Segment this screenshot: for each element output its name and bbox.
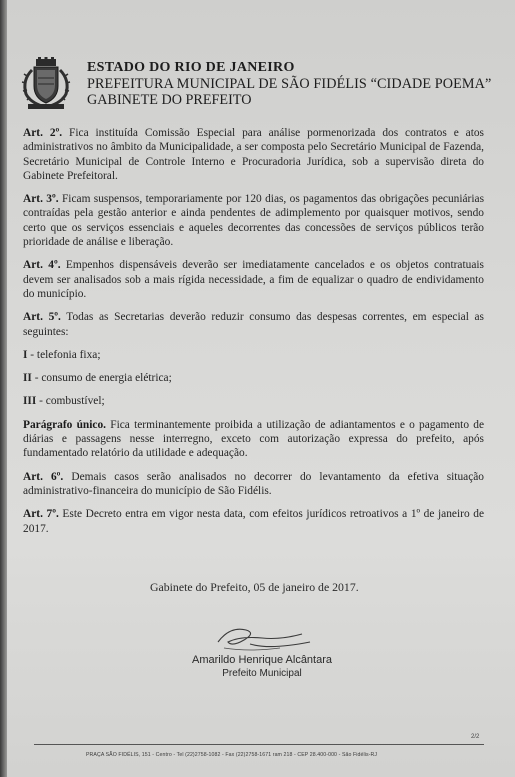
article-2-text: Fica instituída Comissão Especial para análise pormenorizada dos contratos e atos administrativos no âmbito da Municipalidade, a ser composta pelo Secretário Municipal de Fazenda, Secretário Municipal de Controle Interno e Procuradoria Jurídica, sob a supervisão direta do Gabinete Prefeitoral.	[23, 127, 484, 182]
letterhead-prefecture: PREFEITURA MUNICIPAL DE SÃO FIDÉLIS “CIDADE POEMA”	[87, 76, 492, 92]
signer-role: Prefeito Municipal	[222, 668, 302, 679]
article-5	[23, 310, 484, 339]
sole-paragraph-text: Fica terminantemente proibida a utilização de adiantamentos e o pagamento de diárias e passagens nesse interregno, exceto com autorização expressa do prefeito, após fundamentado relatório da utilidade e adequação.	[23, 418, 485, 460]
list-item-3-label: III	[23, 395, 37, 408]
signer-name: Amarildo Henrique Alcântara	[191, 654, 333, 666]
article-6-text: Demais casos serão analisados no decorrer do levantamento da efetiva situação administrativo-financeira do município de São Fidélis.	[23, 470, 485, 497]
article-3	[23, 192, 484, 249]
article-4-text: Empenhos dispensáveis deverão ser imediatamente cancelados e os objetos contratuais devem ser analisados sob a mais rígida necessidade, a fim de equalizar o quadro de endividamento do município.	[23, 259, 484, 300]
signer-block	[182, 654, 342, 679]
place-and-date: Gabinete do Prefeito, 05 de janeiro de 2017.	[150, 580, 359, 594]
sole-paragraph	[23, 418, 484, 461]
municipal-crest-icon	[18, 56, 74, 112]
list-item-2-label: II	[23, 372, 32, 385]
list-item-1	[23, 348, 484, 362]
article-5-text: Todas as Secretarias deverão reduzir consumo das despesas correntes, em especial as seguintes:	[23, 311, 484, 338]
list-item-2-text: - consumo de energia elétrica;	[31, 372, 172, 385]
article-7-label: Art. 7º.	[23, 508, 59, 521]
article-7-text: Este Decreto entra em vigor nesta data, com efeitos jurídicos retroativos a 1º de janeiro de 2017.	[23, 508, 484, 535]
article-6-label: Art. 6º.	[23, 470, 64, 483]
article-3-label: Art. 3º.	[23, 193, 59, 206]
footer-address: PRAÇA SÃO FIDÉLIS, 151 - Centro - Tel (22)2758-1082 - Fax (22)2758-1671 ram 218 - CEP 28.400-000 - São Fidélis-RJ	[86, 752, 378, 758]
article-4-label: Art. 4º.	[23, 259, 61, 272]
list-item-3-text: - combustível;	[36, 395, 105, 408]
page-number: 2/2	[471, 734, 480, 740]
list-item-1-text: - telefonia fixa;	[27, 348, 101, 361]
decree-body	[23, 126, 484, 545]
footer-divider	[34, 744, 484, 745]
article-7	[23, 507, 484, 536]
article-2	[23, 126, 484, 183]
article-2-label: Art. 2º.	[23, 127, 63, 139]
article-4	[23, 258, 484, 301]
article-5-label: Art. 5º.	[23, 311, 61, 324]
letterhead	[18, 52, 498, 112]
list-item-1-label: I	[23, 348, 28, 361]
page-shadow-edge	[0, 0, 7, 777]
letterhead-office: GABINETE DO PREFEITO	[87, 92, 252, 108]
sole-paragraph-label: Parágrafo único.	[23, 418, 107, 431]
letterhead-state: ESTADO DO RIO DE JANEIRO	[87, 60, 295, 75]
article-3-text: Ficam suspensos, temporariamente por 120 dias, os pagamentos das obrigações pecuniárias contraídas pela gestão anterior e ainda pendentes de adimplemento por quaisquer motivos, sendo certo que os serviços essenciais e aqueles decorrentes das concessões de serviços públicos terão prioridade de análise e liberação.	[23, 193, 484, 249]
list-item-2	[23, 371, 484, 385]
list-item-3	[23, 394, 484, 408]
article-6	[23, 470, 484, 499]
